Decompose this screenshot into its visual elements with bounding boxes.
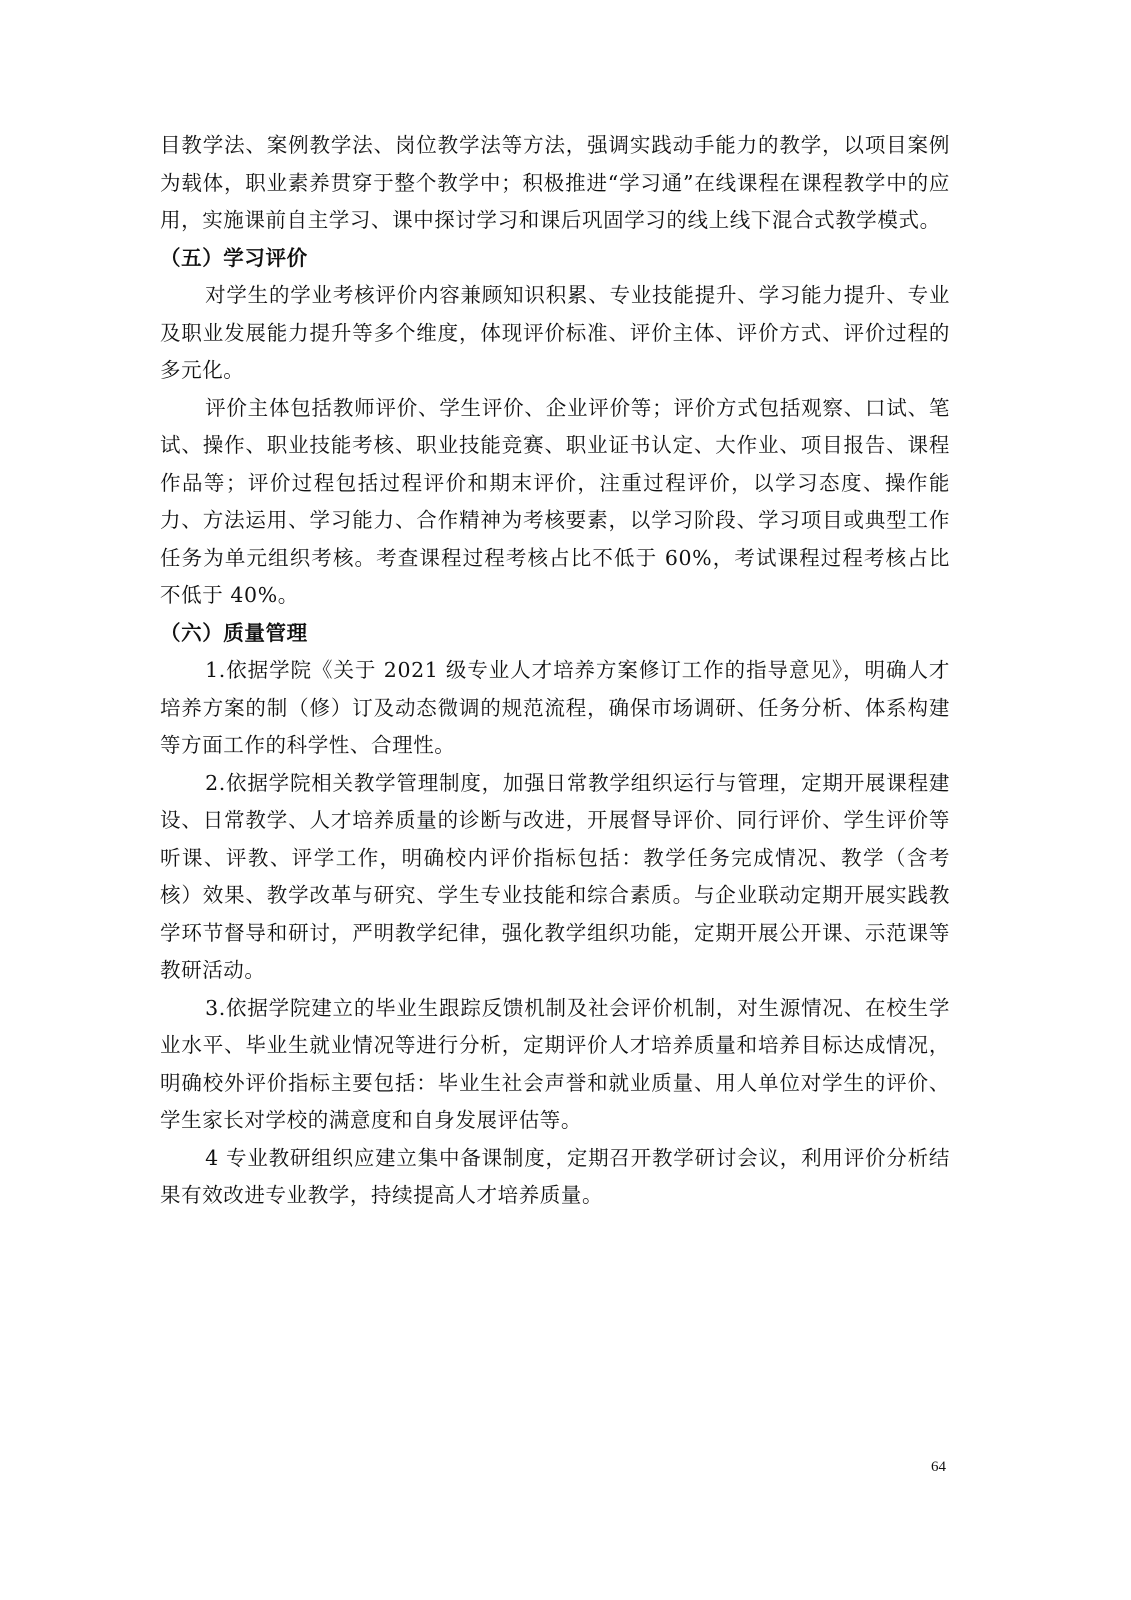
document-page [160, 127, 950, 1215]
paragraph-quality-item-2: 2.依据学院相关教学管理制度，加强日常教学组织运行与管理，定期开展课程建设、日常教学、人才培养质量的诊断与改进，开展督导评价、同行评价、学生评价等听课、评教、评学工作，明确校内评价指标包括：教学任务完成情况、教学（含考核）效果、教学改革与研究、学生专业技能和综合素质。与企业联动定期开展实践教学环节督导和研讨，严明教学纪律，强化教学组织功能，定期开展公开课、示范课等教研活动。 [160, 770, 950, 982]
paragraph-quality-item-1: 1.依据学院《关于 2021 级专业人才培养方案修订工作的指导意见》，明确人才培养方案的制（修）订及动态微调的规范流程，确保市场调研、任务分析、体系构建等方面工作的科学性、合理性。 [160, 658, 950, 757]
paragraph-quality-item-3: 3.依据学院建立的毕业生跟踪反馈机制及社会评价机制，对生源情况、在校生学业水平、毕业生就业情况等进行分析，定期评价人才培养质量和培养目标达成情况，明确校外评价指标主要包括：毕业生社会声誉和就业质量、用人单位对学生的评价、学生家长对学校的满意度和自身发展评估等。 [160, 995, 950, 1132]
section-heading-learning-evaluation: （五）学习评价 [160, 245, 308, 270]
paragraph-evaluation-methods: 评价主体包括教师评价、学生评价、企业评价等；评价方式包括观察、口试、笔试、操作、职业技能考核、职业技能竞赛、职业证书认定、大作业、项目报告、课程作品等；评价过程包括过程评价和期末评价，注重过程评价，以学习态度、操作能力、方法运用、学习能力、合作精神为考核要素，以学习阶段、学习项目或典型工作任务为单元组织考核。考查课程过程考核占比不低于 60%，考试课程过程考核占比不低于 40%。 [160, 395, 950, 607]
page-number: 64 [931, 1459, 946, 1475]
paragraph-quality-item-4: 4 专业教研组织应建立集中备课制度，定期召开教学研讨会议，利用评价分析结果有效改进专业教学，持续提高人才培养质量。 [160, 1145, 950, 1207]
paragraph-evaluation-content: 对学生的学业考核评价内容兼顾知识积累、专业技能提升、学习能力提升、专业及职业发展能力提升等多个维度，体现评价标准、评价主体、评价方式、评价过程的多元化。 [160, 283, 950, 382]
section-heading-quality-management: （六）质量管理 [160, 620, 308, 645]
paragraph-teaching-methods: 目教学法、案例教学法、岗位教学法等方法，强调实践动手能力的教学，以项目案例为载体，职业素养贯穿于整个教学中；积极推进“学习通”在线课程在课程教学中的应用，实施课前自主学习、课中探讨学习和课后巩固学习的线上线下混合式教学模式。 [160, 133, 950, 232]
